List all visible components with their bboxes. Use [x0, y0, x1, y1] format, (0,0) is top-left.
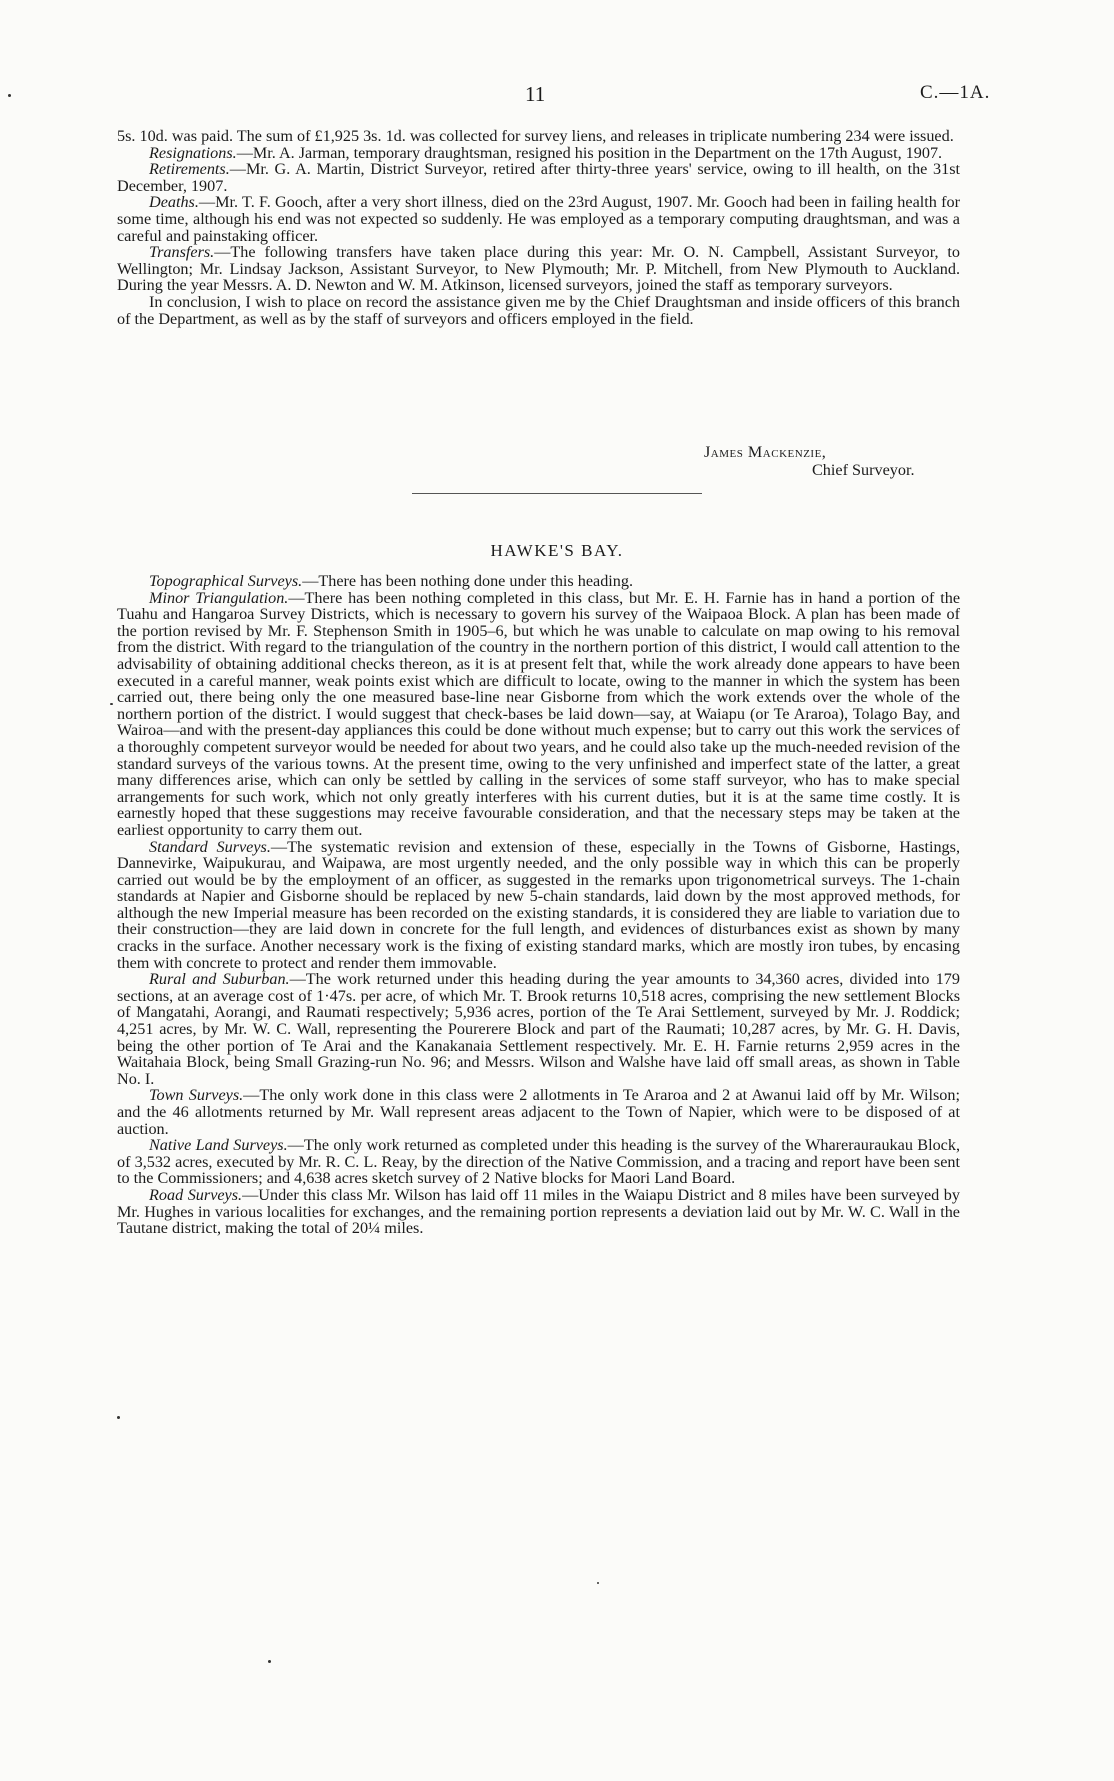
scan-speck	[117, 1416, 120, 1419]
paragraph-heading: Rural and Suburban.	[149, 970, 290, 989]
scan-speck	[110, 703, 113, 705]
paragraph-rural-suburban	[117, 971, 960, 1087]
paragraph-deaths	[117, 194, 960, 244]
paragraph-text: —Mr. T. F. Gooch, after a very short illness, died on the 23rd August, 1907. Mr. Gooch had been in failing health for some time, although his end was not expected so suddenly. He was employed as a temporary computing draughtsman, and was a careful and painstaking officer.	[117, 193, 960, 245]
paragraph-resignations	[117, 145, 960, 162]
paragraph-heading: Topographical Surveys.	[149, 572, 303, 590]
signature-title: Chief Surveyor.	[812, 461, 915, 479]
paragraph-standard-surveys	[117, 839, 960, 972]
top-section	[117, 128, 960, 327]
page-number: 11	[525, 82, 546, 106]
paragraph-heading: Resignations.	[149, 143, 237, 162]
paragraph-text: —There has been nothing done under this heading.	[302, 572, 634, 590]
paragraph-text: —Mr. G. A. Martin, District Surveyor, retired after thirty-three years' service, owing to ill health, on the 31st December, 1907.	[117, 160, 960, 195]
paragraph-heading: Transfers.	[149, 243, 215, 262]
section-title: HAWKE'S BAY.	[490, 541, 624, 560]
paragraph-text: In conclusion, I wish to place on record the assistance given me by the Chief Draughtsman and inside officers of this branch of the Department, as well as by the staff of surveyors and officers employed in the field.	[117, 292, 960, 328]
document-reference: C.—1A.	[920, 82, 991, 103]
paragraph-transfers	[117, 244, 960, 294]
paragraph-text: —The only work returned as completed under this heading is the survey of the Wharerauraukau Block, of 3,532 acres, executed by Mr. R. C. L. Reay, by the direction of the Native Commission, and a tracing and report have been sent to the Commissioners; and 4,638 acres sketch survey of 2 Native blocks for Maori Land Board.	[117, 1136, 960, 1188]
paragraph-text: —Under this class Mr. Wilson has laid off 11 miles in the Waiapu District and 8 miles have been surveyed by Mr. Hughes in various localities for exchanges, and the remaining portion represents a deviation laid out by Mr. W. C. Wall in the Tautane district, making the total of 20¼ miles.	[117, 1185, 960, 1238]
scan-speck	[268, 1660, 271, 1663]
scan-speck	[597, 1582, 599, 1584]
paragraph-minor-triangulation	[117, 590, 960, 839]
signature-name: James Mackenzie,	[704, 443, 827, 461]
paragraph-heading: Standard Surveys.	[149, 837, 271, 856]
paragraph-heading: Retirements.	[149, 160, 230, 179]
paragraph-text: —The work returned under this heading during the year amounts to 34,360 acres, divided into 179 sections, at an average cost of 1·47s. per acre, of which Mr. T. Brook returns 10,518 acres, comprising the new settlement Blocks of Mangatahi, Aorangi, and Raumati respectively; 5,936 acres, portion of the Te Arai Settlement, surveyed by Mr. J. Roddick; 4,251 acres, by Mr. W. C. Wall, representing the Pourerere Block and part of the Raumati; 10,287 acres, by Mr. G. H. Davis, being the other portion of Te Arai and the Kanakanaia Settlement respectively. Mr. E. H. Farnie returns 2,959 acres in the Waitahaia Block, being Small Grazing-run No. 96; and Messrs. Wilson and Walshe have laid off small areas, as shown in Table No. I.	[117, 970, 960, 1088]
paragraph-road-surveys	[117, 1187, 960, 1237]
paragraph-native-land-surveys	[117, 1137, 960, 1187]
signature-block	[117, 444, 960, 480]
paragraph-retirements	[117, 161, 960, 194]
paragraph-heading: Town Surveys.	[149, 1086, 244, 1105]
paragraph-heading: Deaths.	[149, 193, 199, 212]
paragraph-town-surveys	[117, 1087, 960, 1137]
paragraph-text: —The only work done in this class were 2 allotments in Te Araroa and 2 at Awanui laid off by Mr. Wilson; and the 46 allotments returned by Mr. Wall represent areas adjacent to the Town of Napier, which were to be disposed of at auction.	[117, 1086, 960, 1138]
paragraph-text: 5s. 10d. was paid. The sum of £1,925 3s. 1d. was collected for survey liens, and releases in triplicate numbering 234 were issued.	[117, 127, 954, 145]
paragraph	[117, 128, 960, 145]
paragraph-heading: Minor Triangulation.	[149, 588, 289, 607]
paragraph-topographical	[117, 573, 960, 590]
paragraph-conclusion	[117, 294, 960, 327]
paragraph-text: —There has been nothing completed in this class, but Mr. E. H. Farnie has in hand a portion of the Tuahu and Hangaroa Survey Districts, which is necessary to govern his survey of the Waipaoa Block. A plan has been made of the portion revised by Mr. F. Stephenson Smith in 1905–6, but which he was unable to calculate on map owing to his removal from the district. With regard to the triangulation of the country in the northern portion of this district, I would call attention to the advisability of obtaining additional checks thereon, as it is at present felt that, while the work already done appears to have been executed in a careful manner, weak points exist which are difficult to locate, owing to the manner in which the system has been carried out, there being only the one measured base-line near Gisborne from which the work extends over the whole of the northern portion of the district. I would suggest that check-bases be laid down—say, at Waiapu (or Te Araroa), Tolago Bay, and Wairoa—and with the present-day appliances this could be done without much expense; but to carry out this work the services of a thoroughly competent surveyor would be needed for about two years, and he could also take up the much-needed revision of the standard surveys of the various towns. At the present time, owing to the very unfinished and imperfect state of the latter, a great many differences arise, which can only be settled by calling in the services of some staff surveyor, who has to make special arrangements for such work, which not only greatly interferes with his current duties, but it is at the same time costly. It is earnestly hoped that these suggestions may receive favourable consideration, and that the necessary steps may be taken at the earliest opportunity to carry them out.	[117, 588, 960, 839]
paragraph-text: —The following transfers have taken place during this year: Mr. O. N. Campbell, Assistant Surveyor, to Wellington; Mr. Lindsay Jackson, Assistant Surveyor, to New Plymouth; Mr. P. Mitchell, from New Plymouth to Auckland. During the year Messrs. A. D. Newton and W. M. Atkinson, licensed surveyors, joined the staff as temporary surveyors.	[117, 243, 960, 295]
paragraph-heading: Native Land Surveys.	[149, 1136, 288, 1155]
section-divider	[412, 493, 702, 494]
hawkes-bay-section	[117, 573, 960, 1237]
paragraph-heading: Road Surveys.	[149, 1185, 243, 1204]
paragraph-text: —Mr. A. Jarman, temporary draughtsman, resigned his position in the Department on the 17th August, 1907.	[236, 143, 943, 162]
scan-speck	[8, 94, 11, 97]
paragraph-text: —The systematic revision and extension of these, especially in the Towns of Gisborne, Hastings, Dannevirke, Waipukurau, and Waipawa, are most urgently needed, and the only possible way in which this can be properly carried out would be by the employment of an officer, as suggested in the remarks upon trigonometrical surveys. The 1-chain standards at Napier and Gisborne should be replaced by new 5-chain standards, laid down by the most approved methods, for although the new Imperial measure has been recorded on the existing standards, it is considered they are liable to variation due to their construction—they are laid down in concrete for the full length, and evidences of disturbances exist as shown by many cracks in the surface. Another necessary work is the fixing of existing standard marks, which are mostly iron tubes, by encasing them with concrete to protect and render them immovable.	[117, 837, 960, 972]
